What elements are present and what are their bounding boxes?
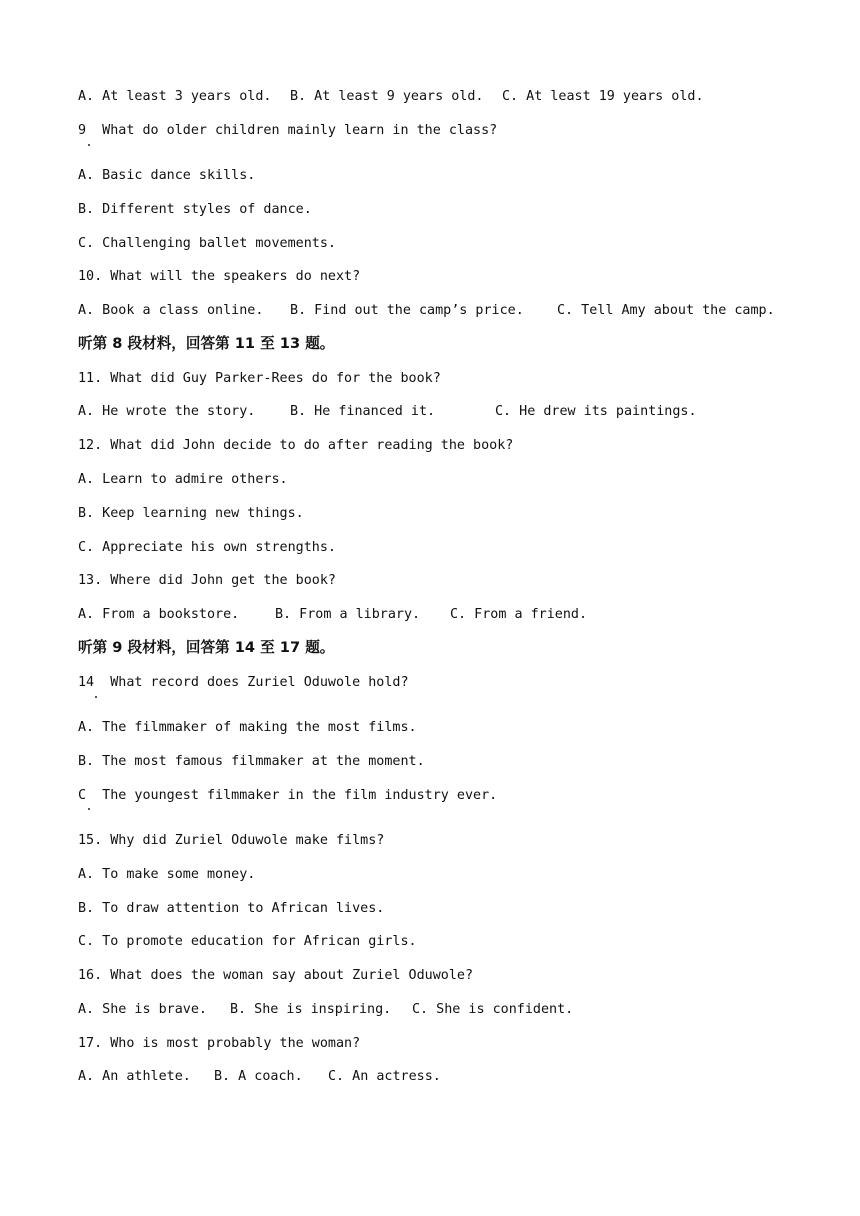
q10-question: 10. What will the speakers do next? [78,269,361,284]
q13-option-c: C. From a friend. [450,607,588,622]
q10-option-a: A. Book a class online. [78,303,264,318]
q14-option-b: B. The most famous filmmaker at the moment. [78,754,425,769]
q13-question: 13. Where did John get the book? [78,573,336,588]
q16-option-a: A. She is brave. [78,1002,207,1017]
q10-option-c: C. Tell Amy about the camp. [557,303,775,318]
section-8-heading: 听第 8 段材料，回答第 11 至 13 题。 [78,335,335,352]
q11-question: 11. What did Guy Parker-Rees do for the book? [78,371,441,386]
q15-option-c: C. To promote education for African girls. [78,934,417,949]
q14-option-a: A. The filmmaker of making the most films. [78,720,417,735]
q9-option-b: B. Different styles of dance. [78,202,312,217]
q14-option-c: C The youngest filmmaker in the film industry ever. [78,788,498,803]
q11-option-a: A. He wrote the story. [78,404,256,419]
q8-option-a: A. At least 3 years old. [78,89,272,104]
q9-option-c: C. Challenging ballet movements. [78,236,336,251]
q17-option-c: C. An actress. [328,1069,441,1084]
q9-option-a: A. Basic dance skills. [78,168,256,183]
q17-question: 17. Who is most probably the woman? [78,1036,361,1051]
q13-option-b: B. From a library. [275,607,421,622]
q15-question: 15. Why did Zuriel Oduwole make films? [78,833,385,848]
q13-option-a: A. From a bookstore. [78,607,240,622]
q16-question: 16. What does the woman say about Zuriel Oduwole? [78,968,474,983]
q12-option-c: C. Appreciate his own strengths. [78,540,336,555]
q14-option-c-stray-dot [88,808,90,810]
q8-option-c: C. At least 19 years old. [502,89,704,104]
q14-stray-dot [95,696,97,698]
q16-option-b: B. She is inspiring. [230,1002,392,1017]
q11-option-b: B. He financed it. [290,404,436,419]
q12-option-b: B. Keep learning new things. [78,506,304,521]
q8-option-b: B. At least 9 years old. [290,89,484,104]
q14-question: 14 What record does Zuriel Oduwole hold? [78,675,409,690]
q11-option-c: C. He drew its paintings. [495,404,697,419]
q17-option-a: A. An athlete. [78,1069,191,1084]
q9-stray-dot [88,144,90,146]
q15-option-a: A. To make some money. [78,867,256,882]
section-9-heading: 听第 9 段材料，回答第 14 至 17 题。 [78,639,335,656]
q12-question: 12. What did John decide to do after reading the book? [78,438,514,453]
q15-option-b: B. To draw attention to African lives. [78,901,385,916]
q17-option-b: B. A coach. [214,1069,303,1084]
q9-question: 9 What do older children mainly learn in the class? [78,123,498,138]
q12-option-a: A. Learn to admire others. [78,472,288,487]
q16-option-c: C. She is confident. [412,1002,574,1017]
q10-option-b: B. Find out the camp’s price. [290,303,524,318]
